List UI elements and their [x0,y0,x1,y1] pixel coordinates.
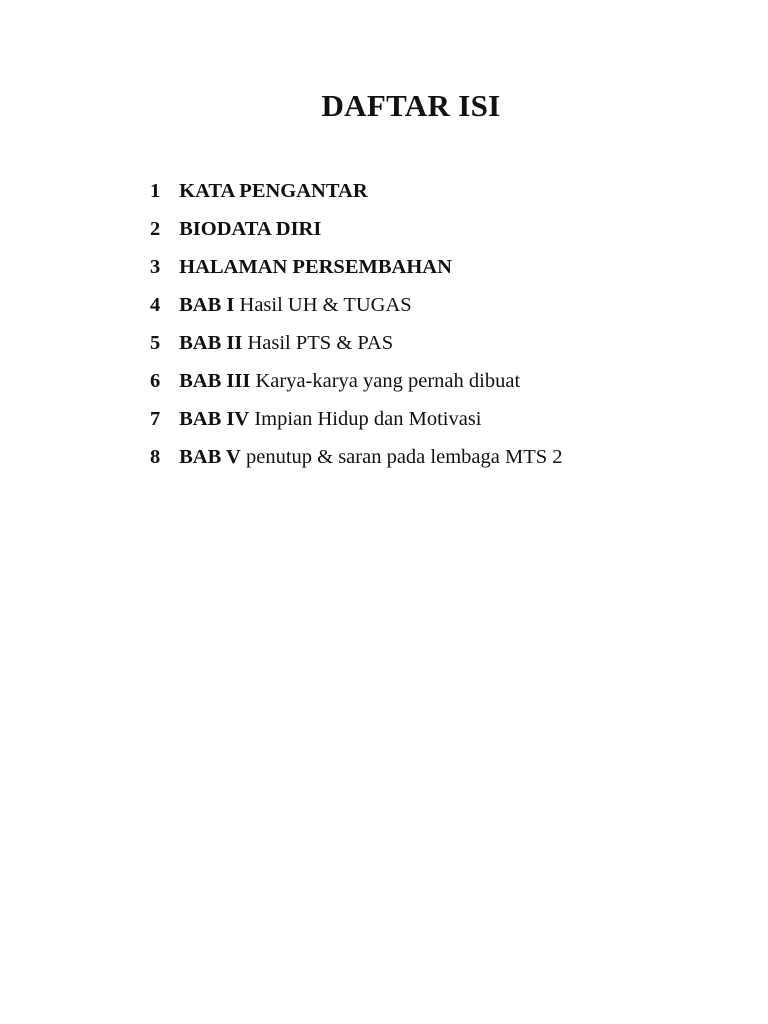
toc-heading: BAB I [179,294,235,316]
toc-description: Hasil PTS & PAS [247,332,394,354]
toc-heading: BAB III [179,370,251,392]
toc-number: 5 [150,332,161,354]
toc-entry-5 [150,324,563,362]
toc-number: 6 [150,370,161,392]
toc-entry-7 [150,400,563,438]
toc-number: 7 [150,408,161,430]
toc-heading: KATA PENGANTAR [179,180,368,202]
toc-description: Hasil UH & TUGAS [239,294,412,316]
toc-entry-3 [150,248,563,286]
toc-entry-8 [150,438,563,476]
toc-heading: BIODATA DIRI [179,218,322,240]
toc-heading: BAB IV [179,408,250,430]
toc-description: penutup & saran pada lembaga MTS 2 [245,446,563,468]
toc-entry-1 [150,172,563,210]
page-title: DAFTAR ISI [321,88,501,123]
toc-heading: BAB V [179,446,241,468]
toc-number: 1 [150,180,161,202]
toc-description: Karya-karya yang pernah dibuat [255,370,521,392]
toc-entry-4 [150,286,563,324]
toc-number: 2 [150,218,161,240]
toc-heading: BAB II [179,332,243,354]
toc-entry-6 [150,362,563,400]
toc-heading: HALAMAN PERSEMBAHAN [179,256,452,278]
toc-number: 3 [150,256,161,278]
toc-entry-2 [150,210,563,248]
toc-description: Impian Hidup dan Motivasi [254,408,482,430]
toc-number: 8 [150,446,161,468]
toc-number: 4 [150,294,161,316]
table-of-contents [150,172,563,476]
